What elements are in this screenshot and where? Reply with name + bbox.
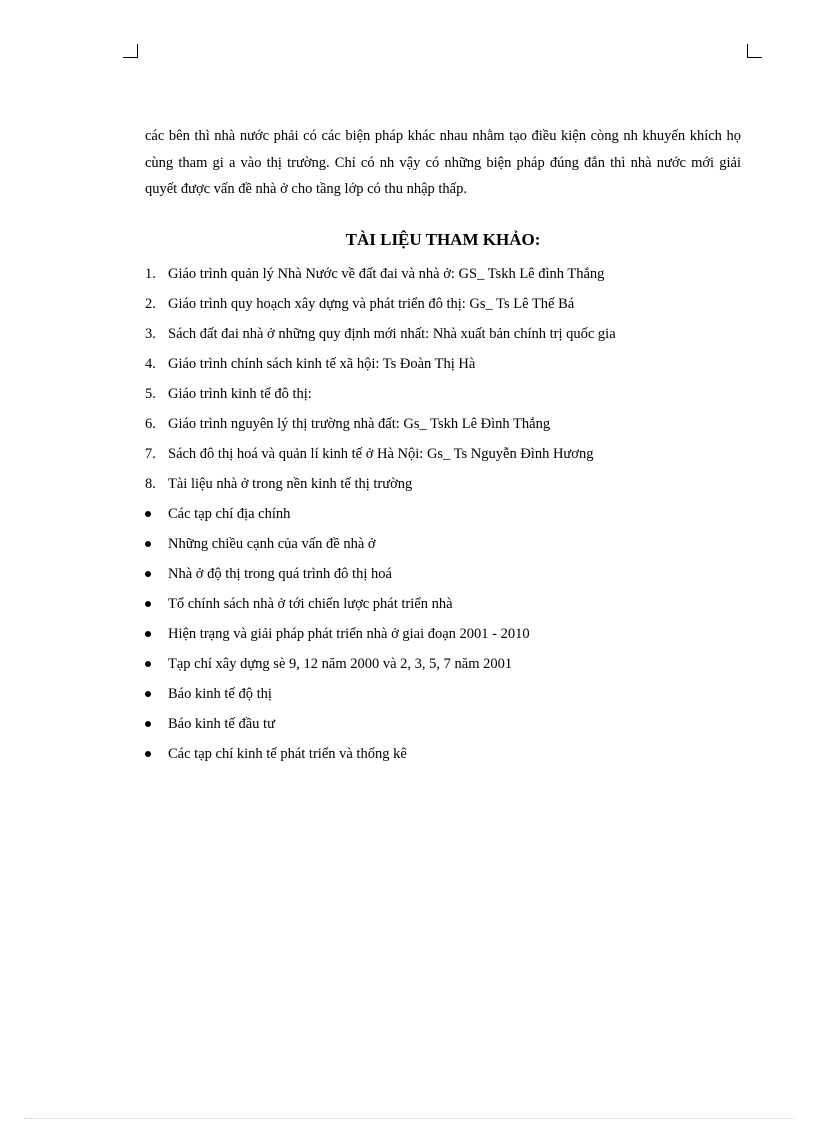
reference-text: Các tạp chí kinh tế phát triển và thống kê — [168, 746, 407, 762]
reference-text: Tài liệu nhà ở trong nền kinh tế thị trường — [168, 476, 413, 492]
bullet-reference — [145, 652, 745, 682]
reference-text: Những chiều cạnh của vấn đề nhà ở — [168, 536, 376, 552]
reference-number: 1. — [145, 266, 156, 282]
bullet-reference — [145, 622, 745, 652]
reference-text: Hiện trạng và giải pháp phát triển nhà ở giai đoạn 2001 - 2010 — [168, 626, 530, 642]
bullet-icon — [145, 721, 151, 727]
bullet-icon — [145, 571, 151, 577]
bullet-reference — [145, 712, 745, 742]
crop-mark-top-right — [747, 57, 762, 58]
bullet-reference — [145, 502, 745, 532]
references-heading: TÀI LIỆU THAM KHẢO: — [345, 230, 541, 249]
bullet-icon — [145, 691, 151, 697]
bullet-icon — [145, 511, 151, 517]
bullet-reference — [145, 682, 745, 712]
reference-text: Tổ chính sách nhà ở tới chiến lược phát triển nhà — [168, 596, 453, 612]
reference-number: 7. — [145, 446, 156, 462]
bullet-icon — [145, 541, 151, 547]
intro-paragraph: các bên thì nhà nước phải có các biện pháp khác nhau nhằm tạo điều kiện còng nh khuyến khích họ cùng tham gi a vào thị trường. Chỉ có nh vậy có những biện pháp đúng đắn thì nhà nước mới giải quyết được vấn đề nhà ở cho tầng lớp có thu nhập thấp. — [145, 128, 741, 197]
reference-text: Nhà ở độ thị trong quá trình đô thị hoá — [168, 566, 392, 582]
numbered-reference — [145, 322, 745, 352]
crop-mark-top-right — [747, 44, 748, 58]
bullet-icon — [145, 661, 151, 667]
reference-text: Các tạp chí địa chính — [168, 506, 291, 522]
reference-text: Giáo trình quản lý Nhà Nước về đất đai và nhà ở: GS_ Tskh Lê đình Thắng — [168, 266, 605, 282]
reference-number: 5. — [145, 386, 156, 402]
reference-text: Báo kinh tế đầu tư — [168, 716, 275, 732]
reference-text: Giáo trình quy hoạch xây dựng và phát triển đô thị: Gs_ Ts Lê Thế Bá — [168, 296, 575, 312]
numbered-reference — [145, 292, 745, 322]
page-footer-divider — [24, 1118, 794, 1119]
reference-text: Giáo trình kinh tế đô thị: — [168, 386, 312, 402]
reference-number: 4. — [145, 356, 156, 372]
references-list — [145, 262, 745, 772]
bullet-reference — [145, 562, 745, 592]
bullet-reference — [145, 532, 745, 562]
reference-text: Sách đất đai nhà ở những quy định mới nhất: Nhà xuất bản chính trị quốc gia — [168, 326, 616, 342]
numbered-reference — [145, 352, 745, 382]
reference-number: 3. — [145, 326, 156, 342]
reference-text: Tạp chí xây dựng sè 9, 12 năm 2000 và 2, 3, 5, 7 năm 2001 — [168, 656, 513, 672]
bullet-icon — [145, 631, 151, 637]
reference-number: 6. — [145, 416, 156, 432]
reference-number: 2. — [145, 296, 156, 312]
reference-text: Giáo trình nguyên lý thị trường nhà đất: Gs_ Tskh Lê Đình Thắng — [168, 416, 551, 432]
reference-number: 8. — [145, 476, 156, 492]
crop-mark-top-left — [137, 44, 138, 58]
reference-text: Giáo trình chính sách kinh tế xã hội: Ts Đoàn Thị Hà — [168, 356, 476, 372]
numbered-reference — [145, 262, 745, 292]
bullet-reference — [145, 592, 745, 622]
numbered-reference — [145, 472, 745, 502]
bullet-icon — [145, 601, 151, 607]
reference-text: Sách đô thị hoá và quản lí kinh tế ở Hà Nội: Gs_ Ts Nguyễn Đình Hương — [168, 446, 594, 462]
bullet-reference — [145, 742, 745, 772]
crop-mark-top-left — [123, 57, 138, 58]
reference-text: Báo kinh tế độ thị — [168, 686, 272, 702]
numbered-reference — [145, 382, 745, 412]
bullet-icon — [145, 751, 151, 757]
numbered-reference — [145, 442, 745, 472]
numbered-reference — [145, 412, 745, 442]
